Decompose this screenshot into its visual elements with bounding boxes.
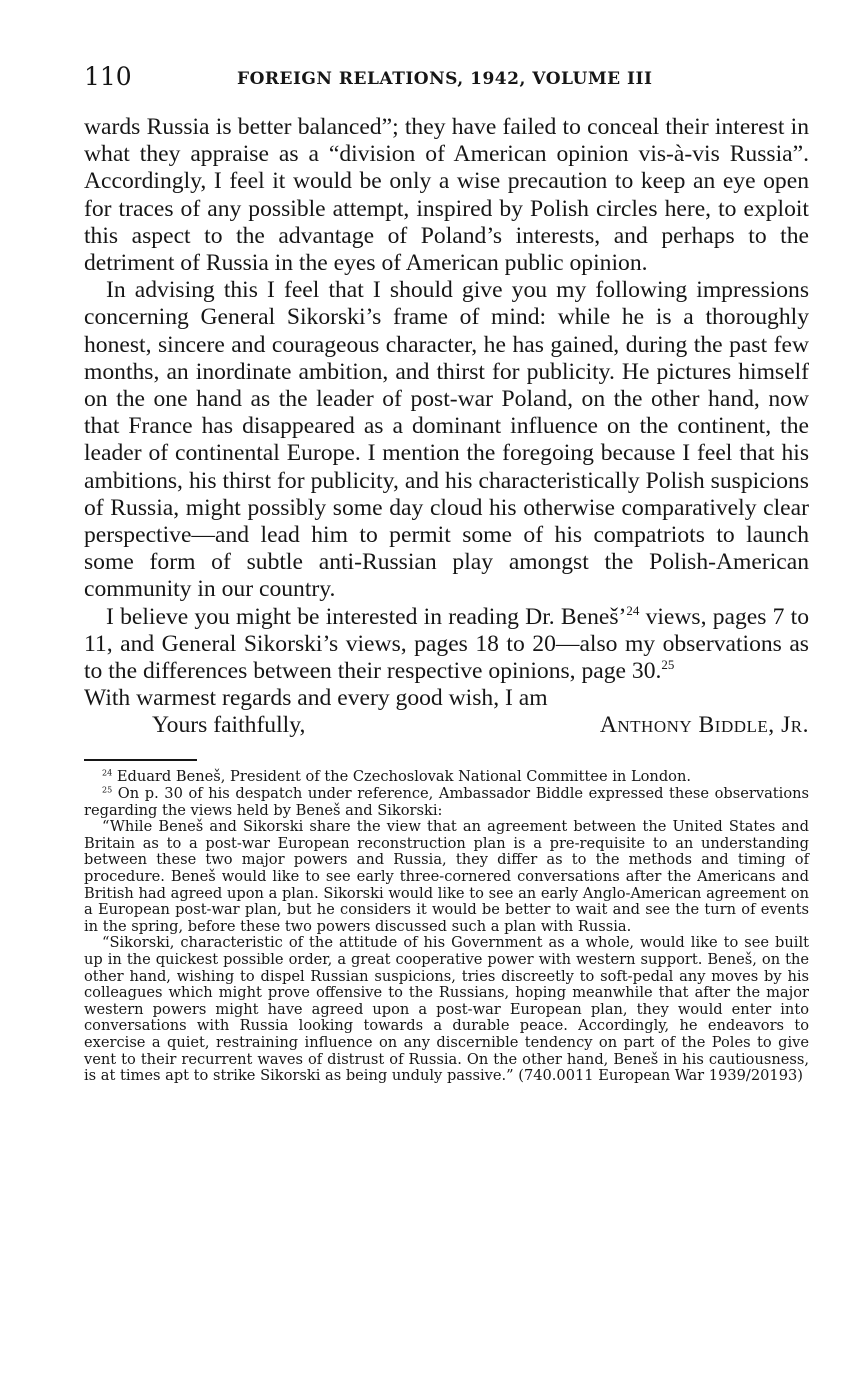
letter-body <box>84 114 809 712</box>
footnote-quote-1: “While Beneš and Sikorski share the view that an agreement between the United States and Britain as to a post-war European reconstruction plan is a pre-requisite to an understanding between these two major powers and Russia, they differ as to the methods and timing of procedure. Beneš would like to see early three-cornered conversations after the Americans and British had agreed upon a plan. Sikorski would like to see an early Anglo-American agreement on a European post-war plan, but he considers it would be better to wait and see the turn of events in the spring, before these two powers discussed such a plan with Russia. <box>84 818 809 935</box>
footnote-quote-2: “Sikorski, characteristic of the attitude of his Government as a whole, would like to see built up in the quickest possible order, a great cooperative power with western support. Beneš, on the other hand, wishing to dispel Russian suspicions, tries discreetly to soft-pedal any moves by his colleagues which might prove offensive to the Russians, hoping meanwhile that after the major western powers might have agreed upon a post-war European plan, they would enter into conversations with Russia looking towards a durable peace. Accordingly, he endeavors to exercise a quiet, restraining influence on any discernible tendency on part of the Poles to give vent to their recurrent waves of distrust of Russia. On the other hand, Beneš in his cautiousness, is at times apt to strike Sikorski as being unduly passive.” (740.0011 European War 1939/20193) <box>84 934 809 1085</box>
closing-line: With warmest regards and every good wish, I am <box>84 685 548 712</box>
footnotes <box>84 769 809 1084</box>
paragraph-3-text-a: I believe you might be interested in reading Dr. Beneš’ <box>106 603 627 630</box>
footnote-24-text: Eduard Beneš, President of the Czechoslovak National Committee in London. <box>112 768 691 786</box>
footnote-ref-25[interactable]: 25 <box>661 656 675 672</box>
paragraph-3-text-b: views, pages 7 to 11, and General Sikorski’s views, pages 18 to 20—also my observations as to the differences between their respective opinions, page 30. <box>84 603 810 685</box>
footnote-mark-25: 25 <box>102 785 113 795</box>
footnote-25-text: On p. 30 of his despatch under reference, Ambassador Biddle expressed these observations regarding the views held by Beneš and Sikorski: <box>84 785 809 819</box>
complimentary-close: Yours faithfully, <box>152 712 306 739</box>
paragraph-1: wards Russia is better balanced”; they have failed to conceal their interest in what they appraise as a “division of American opinion vis-à-vis Russia”. Accordingly, I feel it would be only a wise precaution to keep an eye open for traces of any possible attempt, inspired by Polish circles here, to exploit this aspect to the advantage of Poland’s interests, and perhaps to the detriment of Russia in the eyes of American public opinion. <box>84 114 809 277</box>
document-page <box>84 62 809 1085</box>
page-header <box>84 62 809 94</box>
paragraph-2: In advising this I feel that I should give you my following impressions concerning General Sikorski’s frame of mind: while he is a thoroughly honest, sincere and courageous character, he has gained, during the past few months, an inordinate ambition, and thirst for publicity. He pictures himself on the one hand as the leader of post-war Poland, on the other hand, now that France has disappeared as a dominant influence on the continent, the leader of continental Europe. I mention the foregoing because I feel that his ambitions, his thirst for publicity, and his characteristically Polish suspicions of Russia, might possibly some day cloud his otherwise comparatively clear perspective—and lead him to permit some of his compatriots to launch some form of subtle anti-Russian play amongst the Polish-American community in our country. <box>84 277 809 603</box>
footnote-24 <box>84 769 809 786</box>
page-number: 110 <box>84 62 132 91</box>
running-head: FOREIGN RELATIONS, 1942, VOLUME III <box>237 69 653 89</box>
footnote-mark-24: 24 <box>102 768 113 778</box>
footnote-rule <box>84 759 197 761</box>
signature-block <box>84 712 809 739</box>
signature-name: Anthony Biddle, Jr. <box>599 712 809 739</box>
footnote-25 <box>84 786 809 819</box>
footnote-ref-24[interactable]: 24 <box>626 602 640 618</box>
paragraph-3 <box>84 604 809 686</box>
